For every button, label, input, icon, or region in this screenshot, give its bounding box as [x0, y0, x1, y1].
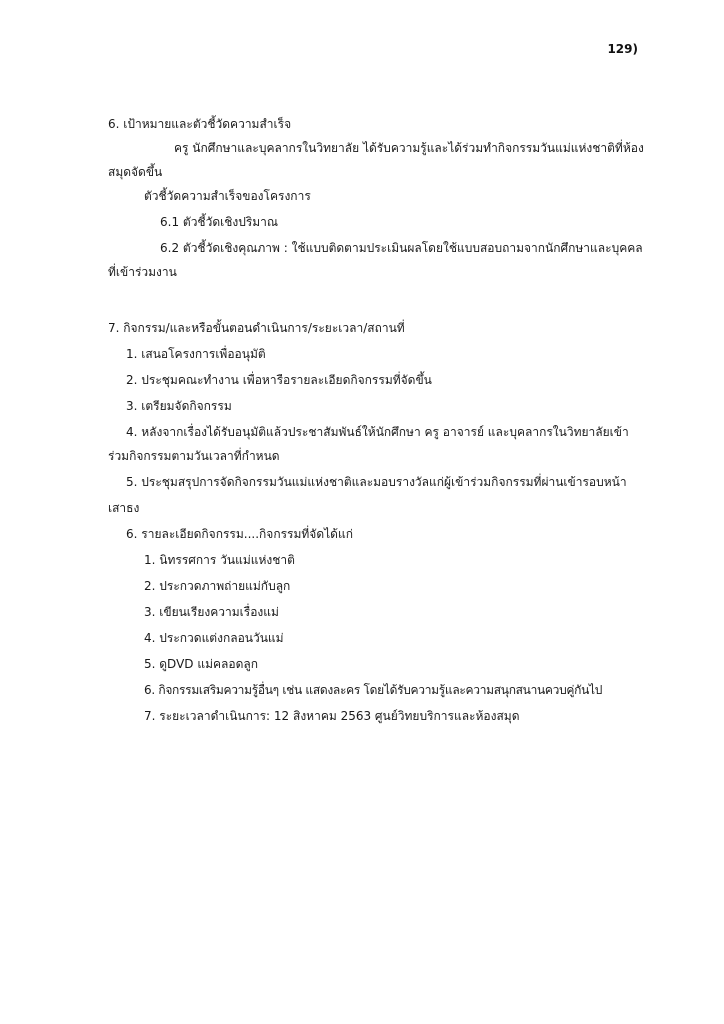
activity-item: 5. ดูDVD แม่คลอดลูก — [144, 657, 258, 671]
section6-qualitative-line2: ที่เข้าร่วมงาน — [108, 265, 177, 279]
activity-item: 2. ประกวดภาพถ่ายแม่กับลูก — [144, 579, 291, 593]
activity-item: 1. นิทรรศการ วันแม่แห่งชาติ — [144, 553, 295, 567]
section7-step4-line1: 4. หลังจากเรื่องได้รับอนุมัติแล้วประชาสัมพันธ์ให้นักศึกษา ครู อาจารย์ และบุคลากรในวิทยาลัยเข้า — [126, 425, 629, 439]
activity-item: 7. ระยะเวลาดำเนินการ: 12 สิงหาคม 2563 ศูนย์วิทยบริการและห้องสมุด — [144, 709, 520, 723]
section7-step5-line2: เสาธง — [108, 501, 140, 515]
section6-qualitative-line1: 6.2 ตัวชี้วัดเชิงคุณภาพ : ใช้แบบติดตามประเมินผลโดยใช้แบบสอบถามจากนักศึกษาและบุคคล — [160, 241, 643, 255]
activity-item: 6. กิจกรรมเสริมความรู้อื่นๆ เช่น แสดงละคร โดยได้รับความรู้และความสนุกสนานควบคู่กันไป — [144, 683, 603, 697]
section7-step5-line1: 5. ประชุมสรุปการจัดกิจกรรมวันแม่แห่งชาติและมอบรางวัลแก่ผู้เข้าร่วมกิจกรรมที่ผ่านเข้ารอบหน้า — [126, 475, 627, 489]
section6-goal-line2: สมุดจัดขึ้น — [108, 165, 163, 179]
activity-item: 4. ประกวดแต่งกลอนวันแม่ — [144, 631, 284, 645]
section6-heading: 6. เป้าหมายและตัวชี้วัดความสำเร็จ — [108, 117, 292, 131]
page-number: 129) — [607, 42, 638, 56]
activity-item: 3. เขียนเรียงความเรื่องแม่ — [144, 605, 279, 619]
section7-step1: 1. เสนอโครงการเพื่ออนุมัติ — [126, 347, 266, 361]
section6-indicator-heading: ตัวชี้วัดความสำเร็จของโครงการ — [144, 189, 311, 203]
section7-heading: 7. กิจกรรม/และหรือขั้นตอนดำเนินการ/ระยะเวลา/สถานที่ — [108, 321, 405, 335]
section7-step2: 2. ประชุมคณะทำงาน เพื่อหารือรายละเอียดกิจกรรมที่จัดขึ้น — [126, 373, 432, 387]
section6-quantitative: 6.1 ตัวชี้วัดเชิงปริมาณ — [160, 215, 279, 229]
section7-step3: 3. เตรียมจัดกิจกรรม — [126, 399, 232, 413]
section7-step4-line2: ร่วมกิจกรรมตามวันเวลาที่กำหนด — [108, 449, 280, 463]
section6-goal-line1: ครู นักศึกษาและบุคลากรในวิทยาลัย ได้รับความรู้และได้ร่วมทำกิจกรรมวันแม่แห่งชาติที่ห้อง — [174, 141, 644, 155]
section7-step6-heading: 6. รายละเอียดกิจกรรม....กิจกรรมที่จัดได้แก่ — [126, 527, 353, 541]
